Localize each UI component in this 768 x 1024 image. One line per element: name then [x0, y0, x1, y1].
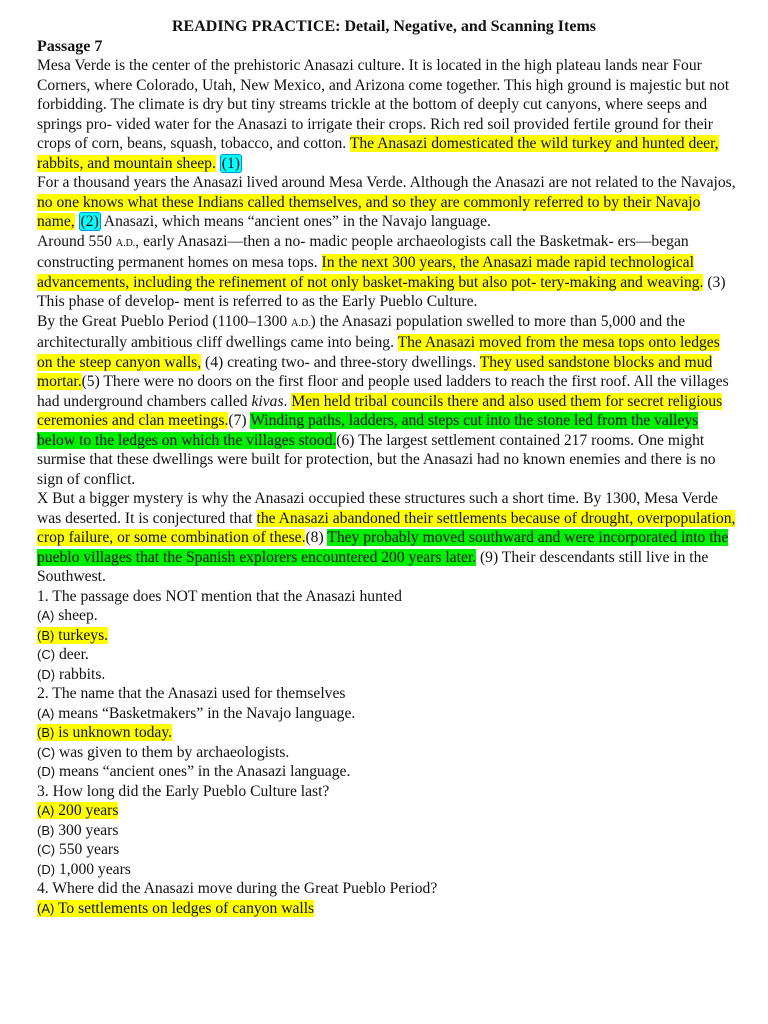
option-letter: (A) [37, 803, 55, 818]
option-text: To settlements on ledges of canyon walls [54, 899, 315, 917]
option-text: was given to them by archaeologists. [55, 743, 290, 761]
answer-option [37, 899, 737, 919]
highlight-yellow: Men held tribal councils there and also used them for secret religious ceremonies and clan meetings. [37, 392, 723, 429]
highlight-yellow: The Anasazi moved from the mesa tops onto ledges on the steep canyon walls, [37, 334, 720, 371]
question-text: 4. Where did the Anasazi move during the Great Pueblo Period? [37, 880, 438, 897]
option-text: rabbits. [55, 665, 106, 683]
passage-paragraph-2 [37, 173, 737, 232]
text-run: (6) The largest settlement contained 217 rooms. One might surmise that these dwellings were built for protection, but the Anasazi had no known enemies and there is no sign of conflict. [37, 431, 716, 488]
answer-option [37, 743, 737, 763]
text-run: For a thousand years the Anasazi lived around Mesa Verde. Although the Anasazi are not related to the Navajos, [37, 174, 736, 191]
option-letter: (D) [37, 861, 56, 877]
option-text: means “Basketmakers” in the Navajo language. [54, 704, 356, 722]
text-run: (5) There were no doors on the first floor and people used ladders to reach the first roof. All the villages had underground chambers called [37, 373, 729, 410]
page-title: READING PRACTICE: Detail, Negative, and Scanning Items [171, 18, 596, 35]
question-text: 2. The name that the Anasazi used for themselves [37, 685, 346, 702]
option-text: turkeys. [54, 626, 109, 644]
question-text: 3. How long did the Early Pueblo Culture last? [37, 782, 330, 800]
highlight-green: They probably moved southward and were incorporated into the pueblo villages that the Spanish explorers encountered 200 years later. [37, 529, 729, 566]
text-run: Mesa Verde is the center of the prehistoric Anasazi culture. It is located in the high plateau lands near Four Corners, where Colorado, Utah, New Mexico, and Arizona come together. This high ground is majestic but not forbidding. The climate is dry but tiny streams trickle at the bottom of deeply cut canyons, where seeps and springs pro- vided water for the Anasazi to irrigate their crops. Rich red soil provided fertile ground for their crops of corn, beans, squash, tobacco, and cotton. [37, 57, 730, 152]
highlight-yellow: They used sandstone blocks and mud mortar. [37, 353, 713, 390]
passage-heading: Passage 7 [37, 38, 103, 55]
text-run: (8) [305, 529, 328, 546]
option-text: 550 years [55, 841, 120, 858]
option-letter: (D) [37, 764, 56, 779]
option-letter: (B) [37, 725, 55, 740]
answer-option [37, 762, 737, 782]
option-text: 1,000 years [55, 860, 131, 878]
era-abbreviation: A.D. [115, 237, 136, 249]
answer-option [37, 723, 737, 743]
passage-paragraph-1 [37, 56, 737, 173]
kivas-term: kivas [251, 392, 284, 410]
text-run: By the Great Pueblo Period (1100–1300 [37, 312, 292, 330]
passage-paragraph-5 [37, 489, 737, 587]
text-run: (3) This phase of develop- ment is referred to as the Early Pueblo Culture. [37, 273, 726, 310]
option-text: sheep. [54, 607, 98, 624]
text-run: . [283, 392, 292, 410]
answer-option [37, 645, 737, 665]
option-text: 200 years [54, 802, 119, 819]
era-abbreviation: A.D. [291, 317, 311, 329]
option-letter: (C) [37, 647, 56, 662]
text-run: (9) Their descendants still live in the Southwest. [37, 548, 709, 585]
questions-list [37, 587, 737, 919]
option-letter: (C) [37, 744, 56, 760]
document-body [37, 56, 737, 918]
marker-number: (2) [80, 213, 99, 230]
highlight-yellow: no one knows what these Indians called themselves, and so they are commonly referred to by their Navajo name, [37, 193, 701, 230]
text-run: Around 550 [37, 232, 116, 250]
answer-option [37, 840, 737, 860]
answer-option [37, 860, 737, 880]
text-run: , early Anasazi—then a no- madic people archaeologists call the Basketmak- ers—began constructing permanent homes on mesa tops. [37, 232, 689, 271]
highlight-yellow: The Anasazi domesticated the wild turkey and hunted deer, rabbits, and mountain sheep. [37, 135, 719, 172]
answer-option [37, 801, 737, 821]
text-run: X But a bigger mystery is why the Anasazi occupied these structures such a short time. By 1300, Mesa Verde was deserted. It is conjectured that [37, 490, 718, 527]
option-letter: (C) [37, 842, 56, 857]
option-letter: (B) [37, 822, 55, 838]
option-letter: (A) [37, 705, 55, 721]
text-run: (7) [228, 412, 251, 429]
highlight-yellow: the Anasazi abandoned their settlements because of drought, overpopulation, crop failure, or some combination of these. [37, 509, 736, 546]
option-letter: (A) [37, 900, 55, 916]
option-text: is unknown today. [54, 724, 173, 741]
option-text: means “ancient ones” in the Anasazi language. [55, 763, 351, 780]
answer-option [37, 665, 737, 685]
option-letter: (B) [37, 627, 55, 643]
option-text: deer. [55, 646, 89, 663]
text-run: (4) creating two- and three-story dwellings. [201, 353, 480, 371]
passage-paragraph-3 [37, 232, 737, 312]
text-run: Anasazi, which means “ancient ones” in the Navajo language. [100, 213, 491, 230]
question-text: 1. The passage does NOT mention that the Anasazi hunted [37, 587, 402, 605]
answer-option [37, 626, 737, 646]
passage-paragraph-4 [37, 312, 737, 490]
highlight-green: Winding paths, ladders, and steps cut into the stone led from the valleys below to the ledges on which the villages stood. [37, 412, 699, 449]
marker-number: (1) [221, 154, 240, 172]
answer-option [37, 821, 737, 841]
text-run: ) the Anasazi population swelled to more than 5,000 and the architecturally ambitious cliff dwellings came into being. [37, 312, 686, 351]
highlight-yellow: In the next 300 years, the Anasazi made rapid technological advancements, including the refinement of not only basket-making but also pot- tery-making and weaving. [37, 254, 704, 291]
answer-option [37, 606, 737, 626]
option-letter: (D) [37, 666, 56, 682]
option-text: 300 years [54, 821, 119, 839]
option-letter: (A) [37, 608, 55, 623]
answer-option [37, 704, 737, 724]
